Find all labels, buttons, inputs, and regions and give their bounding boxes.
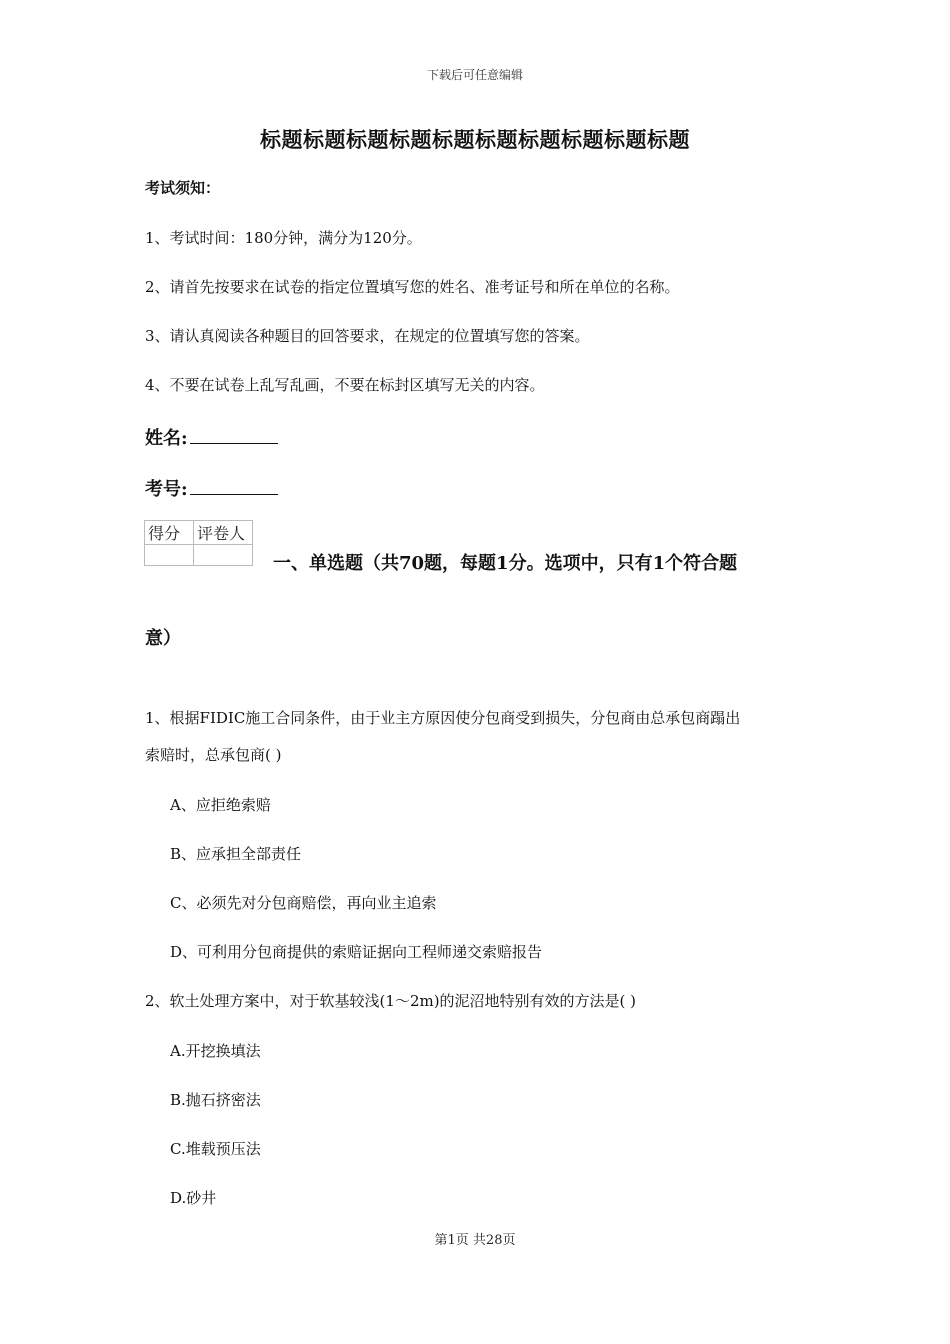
question-2-option-d: D.砂井 xyxy=(170,1189,217,1207)
question-2-option-a: A.开挖换填法 xyxy=(170,1042,261,1060)
grader-header: 评卷人 xyxy=(194,521,253,545)
exam-number-blank-line[interactable] xyxy=(190,476,278,495)
grader-cell xyxy=(194,545,253,566)
exam-note-4: 4、不要在试卷上乱写乱画，不要在标封区填写无关的内容。 xyxy=(145,376,545,394)
name-field[interactable] xyxy=(145,424,278,450)
section-title-continued: 意） xyxy=(145,628,181,649)
document-title: 标题标题标题标题标题标题标题标题标题标题 xyxy=(260,127,690,152)
score-table xyxy=(144,520,253,566)
score-header: 得分 xyxy=(145,521,194,545)
header-note: 下载后可任意编辑 xyxy=(426,68,523,82)
name-blank-line[interactable] xyxy=(190,425,278,444)
question-2-stem: 2、软土处理方案中，对于软基较浅(1～2m)的泥沼地特别有效的方法是( ) xyxy=(145,992,637,1010)
exam-note-2: 2、请首先按要求在试卷的指定位置填写您的姓名、准考证号和所在单位的名称。 xyxy=(145,278,680,296)
question-1-stem-continued: 索赔时，总承包商( ) xyxy=(145,746,282,764)
exam-notes-heading: 考试须知： xyxy=(145,179,221,197)
score-cell xyxy=(145,545,194,566)
exam-note-1: 1、考试时间：180分钟，满分为120分。 xyxy=(145,229,422,247)
exam-number-field[interactable] xyxy=(145,475,278,501)
section-title: 一、单选题（共70题，每题1分。选项中，只有1个符合题 xyxy=(273,553,738,574)
exam-number-label: 考号: xyxy=(145,479,188,500)
question-1-option-a: A、应拒绝索赔 xyxy=(170,796,271,814)
question-1-option-c: C、必须先对分包商赔偿，再向业主追索 xyxy=(170,894,437,912)
question-2-option-c: C.堆载预压法 xyxy=(170,1140,261,1158)
question-1-option-b: B、应承担全部责任 xyxy=(170,845,302,863)
question-2-option-b: B.抛石挤密法 xyxy=(170,1091,261,1109)
question-1-stem: 1、根据FIDIC施工合同条件，由于业主方原因使分包商受到损失，分包商由总承包商蹋出 xyxy=(145,709,741,727)
exam-note-3: 3、请认真阅读各种题目的回答要求，在规定的位置填写您的答案。 xyxy=(145,327,590,345)
question-1-option-d: D、可利用分包商提供的索赔证据向工程师递交索赔报告 xyxy=(170,943,543,961)
name-label: 姓名: xyxy=(145,428,188,449)
page-footer: 第1页 共28页 xyxy=(434,1233,516,1248)
